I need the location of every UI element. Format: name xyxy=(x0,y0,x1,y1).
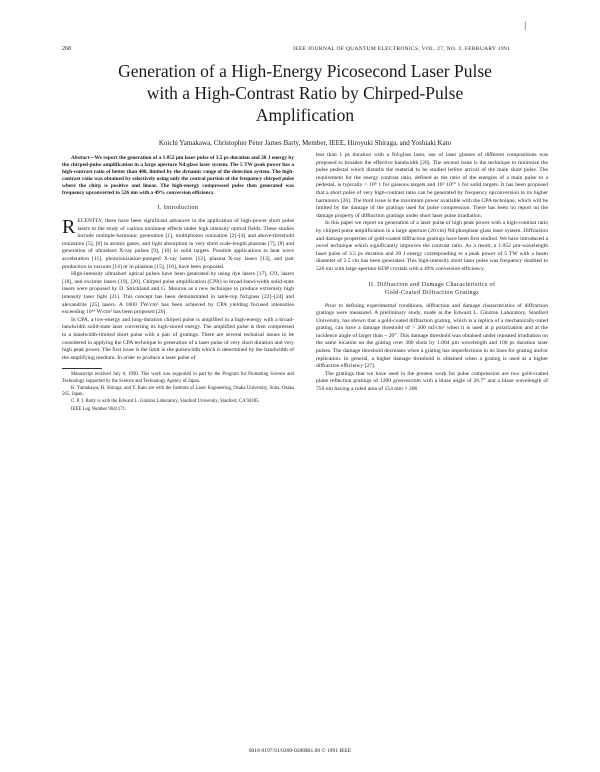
footnote-rule xyxy=(62,368,102,369)
copyright-line: 0018-9197/91/0200-0288$01.00 © 1991 IEEE xyxy=(248,748,352,754)
author-list: Koichi Yamakawa, Christopher Peter James Barty, Member, IEEE, Hiroyuki Shiraga, and Yoshiaki Kato xyxy=(158,139,452,147)
intro-p1-text: ECENTLY, there have been significant advances in the application of high-power short pulse lasers to the study of various nonlinear effects under high intensity optical fields. These studies include multiple-harmonic generation [1], multiphoton ionization [2]–[4] and above-threshold ionization [5], [6] in atomic gases, and light absorption in very short scale-length plasmas [7], [8] and generation of ultrashort X-ray pulses [9], [10] in solid targets. Possible applications to beat wave acceleration [11], photoionization-pumped X-ray lasers [12], plasma X-ray lasers [13], and pair production in vacuum [14] or in plasmas [15], [16], have been proposed. xyxy=(62,218,294,270)
title-line-2: with a High-Contrast Ratio by Chirped-Pulse xyxy=(146,83,464,103)
left-column xyxy=(62,155,294,413)
footnote-manuscript: Manuscript received July 6, 1990. This work was supported in part by the Program for Promoting Science and Technology supported by the Science and Technology Agency of Japan. xyxy=(62,372,294,384)
right-paragraph-3: Prior to defining experimental conditions, diffraction and damage characteristics of diffraction gratings were measured. A preliminary study, made at the Edward L. Ginzton Laboratory, Stanford University, has shown that a gold-coated diffraction grating, which is a replica of a mechanically-ruled grating, can have a damage threshold of > 200 mJ/cm² when it is used at p polarization and at the incidence angle of larger than ~ 20°. This damage threshold was obtained under repeated irradiation on the same location on the grating over 300 shots by 1.064 μm wavelength and 100 ps duration laser pulses. The damage threshold decreases when a grating has imperfections in its lines for grating and/or replication. In general, a higher damage threshold is obtained when a grating is used at a higher diffraction efficiency [27]. xyxy=(316,302,548,370)
ieee-log-number: IEEE Log Number 9041171. xyxy=(71,406,127,412)
right-paragraph-1: less than 1 ps duration with a Nd:glass laser, use of laser glasses of different compositions was proposed to broaden the effective bandwidth [26]. The second issue is the technique to minimize the pulse pedestal which disturbs the material to be studied before arrival of the main short pulse. The requirement for the energy contrast ratio, defined as the ratio of the energies of a main pulse to a pedestal, is typically > 10⁸ 1 for gaseous targets and 10⁶ 10¹⁰ 1 for solid targets. It has been proposed that a short pulse of very high-contrast ratio can be generated by frequency upconversion to its higher harmonics [26]. The third issue is the maximum power available with the CPA technique, which will be limited by the damage of the gratings used for pulse compression. There has been no report on the damage property of diffraction gratings under short laser pulse irradiation. xyxy=(316,152,548,219)
right-paragraph-4: The gratings that we have used in the present work for pulse compression are two gold-coated plane reflection gratings of 1200 grooves/mm with a blaze angle of 26.7° and a blaze wavelength of 750 nm having a ruled area of 154 mm × 206 xyxy=(316,370,548,393)
title-line-3: Amplification xyxy=(255,105,355,125)
journal-header: IEEE JOURNAL OF QUANTUM ELECTRONICS, VOL. 27, NO. 2, FEBRUARY 1991 xyxy=(293,46,510,52)
abstract xyxy=(62,155,294,197)
intro-paragraph-3: In CPA, a low-energy and long-duration chirped pulse is amplified in a high-energy with a broad-bandwidth solid-state laser converting its high-stored energy. The amplified pulse is then compressed to a bandwidth-limited short pulse with a pair of gratings. There are several technical issues to be considered in applying the CPA technique to generation of a laser pulse of very short duration and very high peak power. The first issue is the limit in the pulsewidth which is determined by the bandwidth of the amplifying medium. In order to produce a laser pulse of xyxy=(62,316,294,361)
title-line-1: Generation of a High-Energy Picosecond Laser Pulse xyxy=(118,61,492,81)
section-heading-diffraction-line-1: II. Diffraction and Damage Characteristics of xyxy=(368,281,496,288)
corner-mark: | xyxy=(524,20,526,30)
drop-cap: R xyxy=(62,216,76,238)
intro-paragraph-1 xyxy=(62,218,294,271)
abstract-text: We report the generation of a 1.052 μm laser pulse of 3.5 ps duration and 20 J energy by the chirped-pulse amplification in a large aperture Nd:glass laser system. The 5 TW peak power has a high-contrast ratio of better than 400, limited by the dynamic range of the detection system. The high-contrast ratio was obtained by selectively using only the central portion of the frequency chirped pulse where the chirp is positive and linear. The high-energy compressed pulse then generated was frequency upconverted to 526 nm with a 49% conversion efficiency. xyxy=(62,155,294,196)
intro-paragraph-2: High-intensity ultrashort optical pulses have been generated by using dye lasers [17], CO₂ lasers [18], and excimer lasers [19], [20]. Chirped pulse amplification (CPA) in broad-band-width solid-state lasers were proposed by D. Strickland and G. Mourou as a new technique to produce extremely high intensity laser light [21]. This concept has been demonstrated in table-top Nd:glass [22]–[24] and alexandrite [25] lasers. A 1000 TW/cm² has been achieved by CPA yielding focused intensities exceeding 10¹⁸ W/cm² has been proposed [26]. xyxy=(62,271,294,316)
paper-title xyxy=(60,60,550,126)
abstract-lead: Abstract— xyxy=(71,155,95,161)
section-heading-diffraction xyxy=(316,281,548,297)
section-heading-diffraction-line-2: Gold-Coated Diffraction Gratings xyxy=(384,289,479,296)
right-column xyxy=(316,152,548,394)
right-paragraph-2: In this paper we report on generation of a laser pulse of high peak power with a high-contrast ratio by chirped pulse amplification in a large aperture (20 cm) Nd:phosphate glass laser system. Diffraction and damage properties of gold-coated diffraction gratings have been first studied. We have introduced a novel technique which significantly improves the contrast ratio. As a result, a 1.052 μm-wavelength laser pulse of 3.5 ps duration and 20 J energy corresponding to a peak power of 5 TW with a beam diameter of 2.5 cm has been generated. This high-intensity short laser pulse was frequency doubled to 526 nm with large aperture KDP crystals with a 49% conversion efficiency. xyxy=(316,220,548,272)
footnote-affiliation-1: K. Yamakawa, H. Shiraga, and Y. Kato are with the Institute of Laser Engineering, Osaka University, Suita, Osaka 565, Japan. xyxy=(62,385,294,398)
page-number: 268 xyxy=(62,46,71,52)
section-heading-introduction: I. Introduction xyxy=(157,205,199,211)
footnote-affiliation-2: C. P. J. Barty is with the Edward L. Ginzton Laboratory, Stanford University, Stanford, CA 94305. xyxy=(71,399,260,405)
